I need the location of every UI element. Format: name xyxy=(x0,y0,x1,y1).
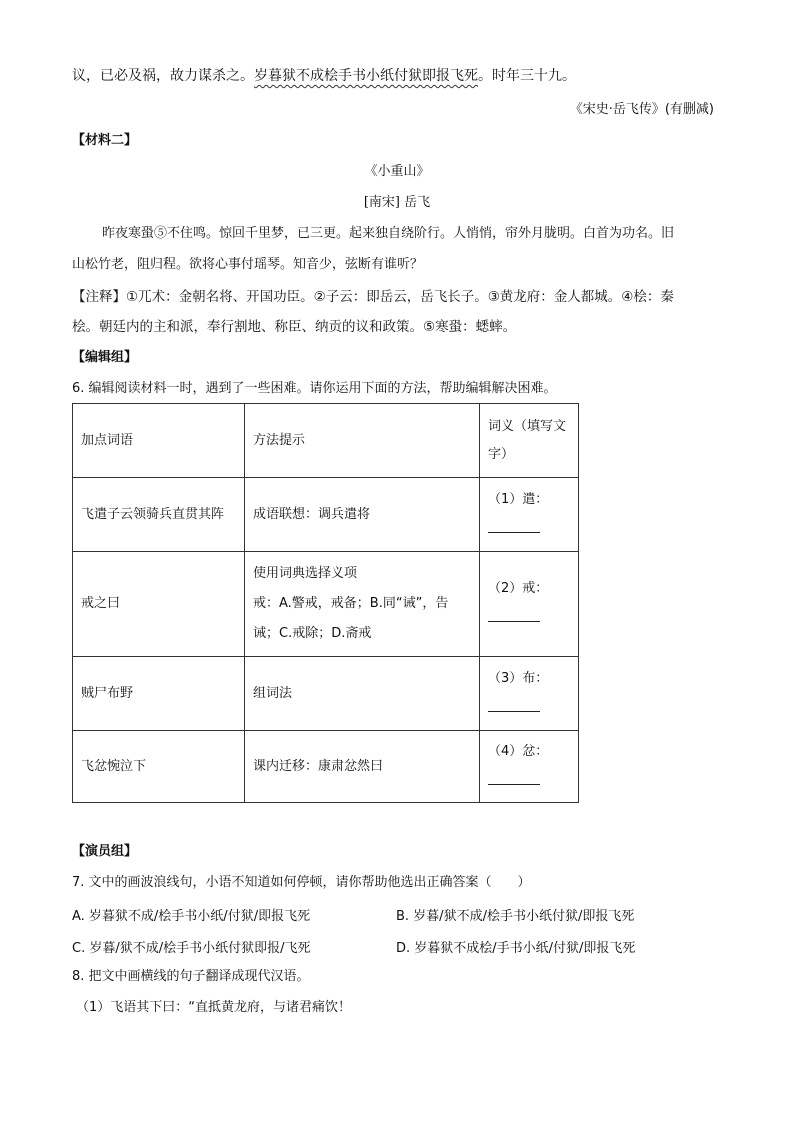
row4-word: 飞忿惋泣下 xyxy=(73,731,245,803)
row4-method: 课内迁移：康肃忿然曰 xyxy=(245,731,480,803)
row2-method-line2: 戒：A.警戒，戒备；B.同“诫”，告 xyxy=(253,596,449,611)
table-row xyxy=(73,478,579,552)
table-header-row xyxy=(73,404,579,478)
row2-answer-label: （2）戒： xyxy=(488,581,549,596)
row3-answer-label: （3）布： xyxy=(488,670,549,686)
row2-method-line3: 诫；C.戒除；D.斋戒 xyxy=(253,626,372,641)
row4-answer-label: （4）忿： xyxy=(488,743,549,759)
row1-answer xyxy=(480,478,579,552)
poem-line-2: 山松竹老，阻归程。欲将心事付瑶琴。知音少，弦断有谁听？ xyxy=(72,257,424,272)
poem-title: 《小重山》 xyxy=(364,164,430,179)
table-row xyxy=(73,552,579,657)
answer-blank-1[interactable] xyxy=(488,518,540,533)
header-meaning-line1: 词义（填写文 xyxy=(488,418,567,434)
answer-blank-4[interactable] xyxy=(488,770,540,785)
passage-text-post: 。时年三十九。 xyxy=(478,68,576,84)
passage-text-pre: 议，已必及祸，故力谋杀之。 xyxy=(72,68,254,84)
question-8-1: （1）飞语其下曰：“直抵黄龙府，与诸君痛饮！ xyxy=(76,1000,352,1015)
notes-line-2: 桧。朝廷内的主和派，奉行割地、称臣、纳贡的议和政策。⑤寒蛩：蟋蟀。 xyxy=(72,319,517,335)
notes-line-1: 【注释】①兀术：金朝名将、开国功臣。②子云：即岳云，岳飞长子。③黄龙府：金人都城。④桧：秦 xyxy=(72,289,674,305)
editor-group-heading: 【编辑组】 xyxy=(72,350,138,365)
passage-source: 《宋史·岳飞传》(有删减) xyxy=(569,102,714,117)
row1-word: 飞遣子云领骑兵直贯其阵 xyxy=(73,478,245,552)
poem-line-1: 昨夜寒蛩⑤不住鸣。惊回千里梦，已三更。起来独自绕阶行。人悄悄，帘外月胧明。白首为功名。旧 xyxy=(102,226,675,241)
option-d[interactable]: D. 岁暮狱不成桧/手书小纸/付狱/即报飞死 xyxy=(396,941,636,956)
question-6: 6. 编辑阅读材料一时，遇到了一些困难。请你运用下面的方法，帮助编辑解决困难。 xyxy=(72,381,557,396)
passage-line-1 xyxy=(72,67,576,85)
row2-method-line1: 使用词典选择义项 xyxy=(253,566,358,581)
row3-word: 贼尸布野 xyxy=(73,657,245,731)
actor-group-heading: 【演员组】 xyxy=(72,844,138,859)
option-a[interactable]: A. 岁暮狱不成/桧手书小纸/付狱/即报飞死 xyxy=(72,909,311,924)
row2-word: 戒之曰 xyxy=(73,552,245,657)
row1-method: 成语联想：调兵遣将 xyxy=(245,478,480,552)
row1-answer-label: （1）遣： xyxy=(488,491,549,507)
question-7: 7. 文中的画波浪线句，小语不知道如何停顿，请你帮助他选出正确答案（ ） xyxy=(72,875,531,890)
row4-answer xyxy=(480,731,579,803)
wavy-underlined-sentence: 岁暮狱不成桧手书小纸付狱即报飞死 xyxy=(254,68,478,84)
header-word: 加点词语 xyxy=(73,404,245,478)
row2-answer xyxy=(480,552,579,657)
header-method: 方法提示 xyxy=(245,404,480,478)
header-meaning xyxy=(480,404,579,478)
editor-table xyxy=(72,403,579,803)
poem-author: [南宋] 岳飞 xyxy=(363,195,431,210)
row3-method: 组词法 xyxy=(245,657,480,731)
option-b[interactable]: B. 岁暮/狱不成/桧手书小纸付狱/即报飞死 xyxy=(396,909,635,924)
row2-method xyxy=(245,552,480,657)
answer-blank-2[interactable] xyxy=(488,607,540,622)
table-row xyxy=(73,731,579,803)
material2-heading: 【材料二】 xyxy=(72,133,138,148)
header-meaning-line2: 字） xyxy=(488,446,515,462)
table-row xyxy=(73,657,579,731)
row3-answer xyxy=(480,657,579,731)
option-c[interactable]: C. 岁暮/狱不成/桧手书小纸付狱即报/飞死 xyxy=(72,941,311,956)
question-8: 8. 把文中画横线的句子翻译成现代汉语。 xyxy=(72,969,310,984)
answer-blank-3[interactable] xyxy=(488,697,540,712)
